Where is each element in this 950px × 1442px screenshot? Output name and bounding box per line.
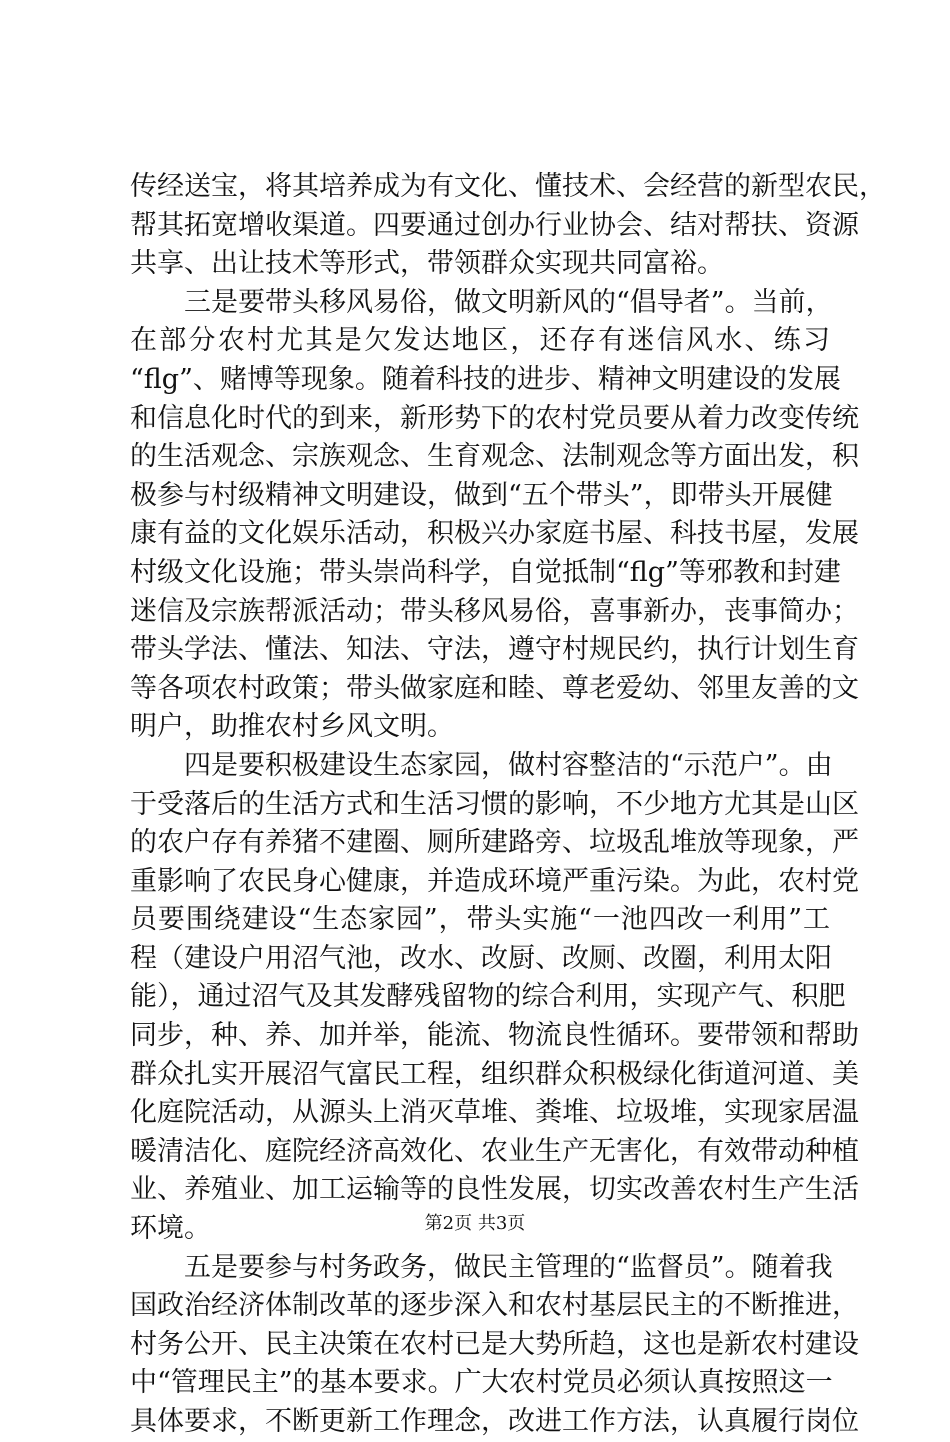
text-line: 国政治经济体制改革的逐步深入和农村基层民主的不断推进， bbox=[130, 1290, 859, 1322]
text-line: 具体要求，不断更新工作理念，改进工作方法，认真履行岗位 bbox=[130, 1406, 859, 1437]
document-body bbox=[130, 168, 886, 1442]
text-line: 村务公开、民主决策在农村已是大势所趋，这也是新农村建设 bbox=[130, 1328, 859, 1360]
text-line: 等各项农村政策；带头做家庭和睦、尊老爱幼、邻里友善的文 bbox=[130, 672, 859, 704]
text-line: 的农户存有养猪不建圈、厕所建路旁、垃圾乱堆放等现象，严 bbox=[130, 827, 859, 859]
text-line: 群众扎实开展沼气富民工程，组织群众积极绿化街道河道、美 bbox=[130, 1058, 859, 1090]
page-footer bbox=[0, 1212, 950, 1236]
text-line: 带头学法、懂法、知法、守法，遵守村规民约，执行计划生育 bbox=[130, 634, 859, 666]
text-line: “flg”、赌博等现象。随着科技的进步、精神文明建设的发展 bbox=[130, 363, 841, 395]
text-line: 化庭院活动，从源头上消灭草堆、粪堆、垃圾堆，实现家居温 bbox=[130, 1097, 859, 1129]
text-line: 三是要带头移风易俗，做文明新风的“倡导者”。当前， bbox=[184, 286, 833, 318]
text-line: 共享、出让技术等形式，带领群众实现共同富裕。 bbox=[130, 248, 724, 280]
paragraph bbox=[130, 284, 859, 747]
text-line: 于受落后的生活方式和生活习惯的影响，不少地方尤其是山区 bbox=[130, 788, 859, 820]
text-line: 暖清洁化、庭院经济高效化、农业生产无害化，有效带动种植 bbox=[130, 1135, 859, 1167]
text-line: 传经送宝，将其培养成为有文化、懂技术、会经营的新型农民， bbox=[130, 171, 886, 202]
paragraph bbox=[130, 747, 859, 1249]
text-line: 业、养殖业、加工运输等的良性发展，切实改善农村生产生活 bbox=[130, 1174, 859, 1206]
text-line: 重影响了农民身心健康，并造成环境严重污染。为此，农村党 bbox=[130, 865, 859, 897]
text-line: 康有益的文化娱乐活动，积极兴办家庭书屋、科技书屋，发展 bbox=[130, 518, 859, 550]
text-line: 环境。 bbox=[130, 1213, 211, 1245]
text-line: 帮其拓宽增收渠道。四要通过创办行业协会、结对帮扶、资源 bbox=[130, 209, 859, 241]
text-line: 明户，助推农村乡风文明。 bbox=[130, 711, 454, 743]
text-line: 四是要积极建设生态家园，做村容整洁的“示范户”。由 bbox=[184, 749, 833, 781]
text-line: 中“管理民主”的基本要求。广大农村党员必须认真按照这一 bbox=[130, 1367, 833, 1399]
text-line: 村级文化设施；带头崇尚科学，自觉抵制“flg”等邪教和封建 bbox=[130, 556, 841, 588]
text-line: 极参与村级精神文明建设，做到“五个带头”，即带头开展健 bbox=[130, 479, 833, 511]
page-number-label: 第2页 共3页 bbox=[424, 1213, 526, 1234]
paragraph bbox=[130, 168, 886, 284]
text-line: 五是要参与村务政务，做民主管理的“监督员”。随着我 bbox=[184, 1251, 833, 1283]
text-line: 迷信及宗族帮派活动；带头移风易俗，喜事新办，丧事简办； bbox=[130, 595, 859, 627]
text-line: 在部分农村尤其是欠发达地区，还存有迷信风水、练习 bbox=[130, 325, 830, 357]
text-line: 的生活观念、宗族观念、生育观念、法制观念等方面出发，积 bbox=[130, 441, 859, 473]
paragraph bbox=[130, 1249, 859, 1442]
text-line: 程（建设户用沼气池，改水、改厨、改厕、改圈，利用太阳 bbox=[130, 942, 832, 974]
text-line: 同步，种、养、加并举，能流、物流良性循环。要带领和帮助 bbox=[130, 1020, 859, 1052]
text-line: 能），通过沼气及其发酵残留物的综合利用，实现产气、积肥 bbox=[130, 981, 846, 1013]
text-line: 和信息化时代的到来，新形势下的农村党员要从着力改变传统 bbox=[130, 402, 859, 434]
text-line: 员要围绕建设“生态家园”，带头实施“一池四改一利用”工 bbox=[130, 904, 830, 936]
